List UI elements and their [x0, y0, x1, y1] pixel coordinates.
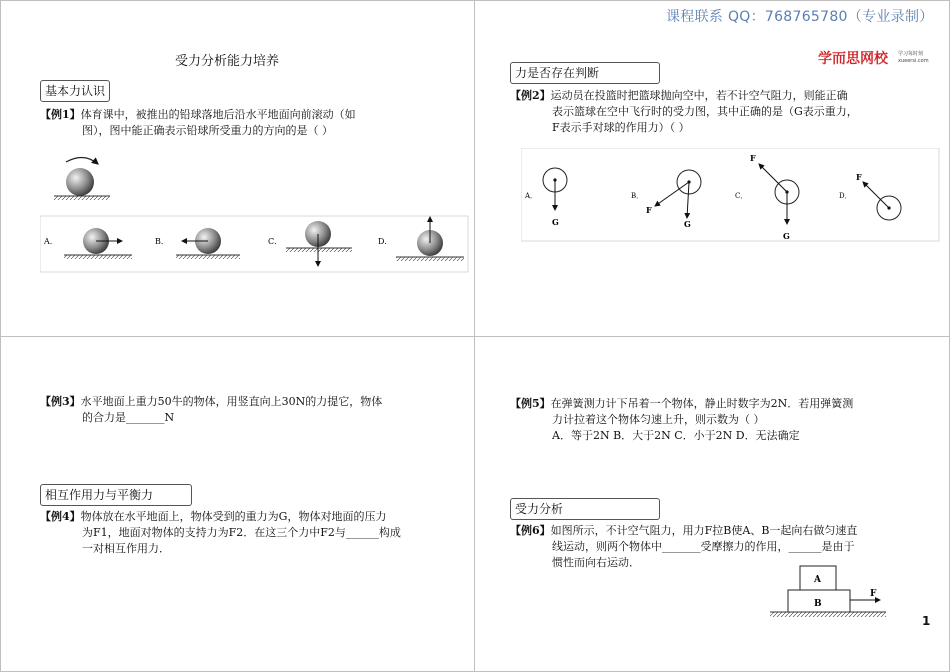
svg-text:D．: D． — [839, 192, 852, 200]
option-d-figure — [378, 217, 464, 261]
option-b-figure — [631, 170, 701, 229]
example-3-line-1: 水平地面上重力50牛的物体，用竖直向上30N的力提它，物体 — [80, 395, 383, 408]
course-contact-watermark: 课程联系 QQ：768765780（专业录制） — [666, 9, 934, 25]
example-5-line-2: 力计拉着这个物体匀速上升，则示数为（ ） — [552, 413, 765, 426]
example-2-figure — [521, 148, 941, 243]
svg-text:C．: C． — [735, 192, 748, 200]
example-4-line-2: 为F1，地面对物体的支持力为F2．在这三个力中F2与______构成 — [82, 526, 401, 539]
example-4 — [40, 509, 460, 557]
example-1-line-1: 体育课中，被推出的铅球落地后沿水平地面向前滚动（如 — [80, 108, 356, 121]
svg-text:F: F — [856, 172, 862, 182]
example-5-options: A．等于2N B．大于2N C．小于2N D．无法确定 — [552, 429, 800, 442]
rolling-ball-scene — [54, 157, 110, 200]
page-title: 受力分析能力培养 — [175, 54, 280, 69]
svg-text:A．: A． — [44, 237, 58, 246]
example-6-tag: 【例6】 — [510, 524, 551, 537]
example-6-line-1: 如图所示，不计空气阻力，用力F拉B使A、B一起向右做匀速直 — [550, 524, 858, 537]
option-a-figure — [43, 228, 132, 259]
example-3-line-2: 的合力是_______N — [82, 411, 175, 424]
example-2-line-3: F表示手对球的作用力）（ ） — [552, 121, 690, 134]
option-c-figure — [268, 221, 352, 266]
svg-text:B: B — [814, 599, 822, 609]
example-3 — [40, 394, 460, 426]
option-d-figure — [839, 172, 901, 220]
svg-text:A．: A． — [525, 192, 538, 200]
svg-text:A: A — [814, 575, 821, 585]
example-1-figure — [40, 150, 470, 275]
page-number: 1 — [922, 614, 931, 628]
example-4-tag: 【例4】 — [40, 510, 81, 523]
svg-text:F: F — [646, 205, 652, 215]
example-1-tag: 【例1】 — [40, 108, 81, 121]
example-5-line-1: 在弹簧测力计下吊着一个物体，静止时数字为2N．若用弹簧测 — [550, 397, 854, 410]
svg-text:F: F — [750, 153, 756, 163]
svg-text:B．: B． — [155, 237, 169, 246]
example-4-line-3: 一对相互作用力． — [82, 542, 170, 555]
example-6-line-3: 惯性而向右运动． — [552, 556, 640, 569]
svg-text:G: G — [684, 219, 691, 229]
divider-horizontal — [0, 336, 950, 337]
example-5-tag: 【例5】 — [510, 397, 551, 410]
svg-text:B．: B． — [631, 192, 644, 200]
option-a-figure — [524, 168, 567, 227]
example-1-line-2: 图），图中能正确表示铅球所受重力的方向的是（ ） — [82, 124, 333, 137]
section-force-existence: 力是否存在判断 — [510, 62, 660, 84]
brand-sub-cn: 学习每时刻 — [898, 51, 924, 57]
section-interaction-balance: 相互作用力与平衡力 — [40, 484, 192, 506]
svg-text:C．: C． — [268, 237, 283, 246]
svg-text:G: G — [783, 231, 790, 241]
example-3-tag: 【例3】 — [40, 395, 81, 408]
svg-text:D．: D． — [378, 237, 393, 246]
svg-text:G: G — [552, 217, 559, 227]
option-c-figure — [735, 153, 799, 241]
svg-text:F: F — [870, 589, 877, 599]
example-2 — [510, 88, 930, 136]
example-2-line-1: 运动员在投篮时把篮球抛向空中，若不计空气阻力，则能正确 — [550, 89, 848, 102]
example-2-line-2: 表示篮球在空中飞行时的受力图，其中正确的是（G表示重力， — [552, 105, 858, 118]
brand-name: 学而思网校 — [818, 51, 888, 67]
example-2-tag: 【例2】 — [510, 89, 551, 102]
example-6-figure — [768, 562, 898, 624]
option-b-figure — [155, 228, 240, 259]
section-basic-forces: 基本力认识 — [40, 80, 110, 102]
section-force-analysis: 受力分析 — [510, 498, 660, 520]
brand-logo — [818, 48, 933, 68]
example-6-line-2: 线运动，则两个物体中_______受摩擦力的作用，______是由于 — [552, 540, 855, 553]
example-5 — [510, 396, 935, 444]
example-4-line-1: 物体放在水平地面上，物体受到的重力为G，物体对地面的压力 — [80, 510, 387, 523]
example-1 — [40, 107, 460, 139]
brand-sub-en: xueersi.com — [898, 58, 929, 64]
